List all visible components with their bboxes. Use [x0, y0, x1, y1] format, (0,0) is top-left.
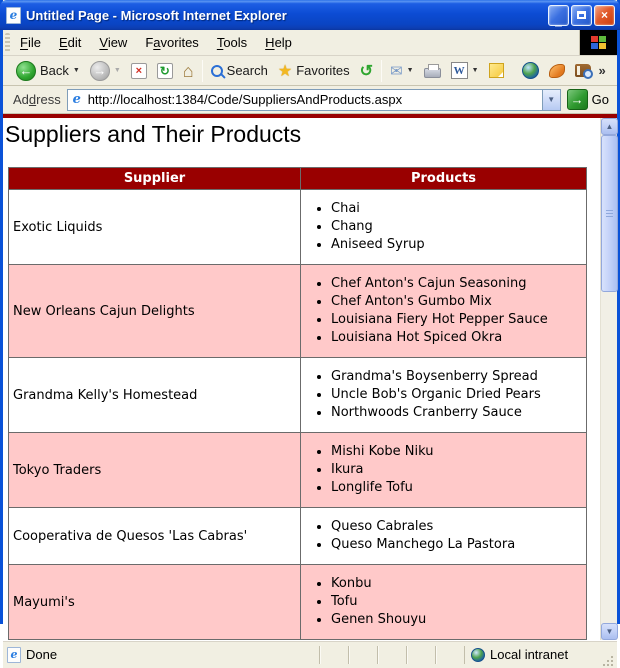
title-bar — [0, 0, 620, 30]
close-button[interactable] — [594, 5, 615, 26]
product-item: • Louisiana Fiery Hot Pepper Sauce — [331, 311, 586, 329]
back-label: Back — [40, 63, 69, 78]
standard-buttons-toolbar — [3, 56, 617, 86]
product-item: • Northwoods Cranberry Sauce — [331, 404, 586, 422]
research-book-icon — [575, 64, 591, 77]
menu-item-favorites[interactable]: Favorites — [145, 35, 199, 50]
product-list — [301, 275, 586, 347]
supplier-name: Cooperativa de Quesos 'Las Cabras' — [9, 508, 301, 565]
stop-button[interactable] — [126, 61, 152, 81]
products-column-header: Products — [301, 168, 587, 190]
minimize-icon: _ — [555, 13, 562, 28]
ie-page-icon: e — [6, 7, 21, 24]
address-label: Address — [13, 92, 61, 107]
products-cell — [301, 265, 587, 358]
table-row — [9, 190, 587, 265]
product-item: • Chang — [331, 218, 586, 236]
address-field — [67, 89, 561, 111]
mail-icon: ✉ — [390, 62, 403, 80]
menu-bar — [3, 30, 617, 56]
product-item: • Genen Shouyu — [331, 611, 586, 629]
suppliers-table-body — [9, 190, 587, 640]
search-icon — [211, 65, 223, 77]
supplier-name: Mayumi's — [9, 565, 301, 640]
back-dropdown-icon[interactable]: ▼ — [72, 67, 80, 74]
back-icon: ← — [16, 61, 36, 81]
supplier-column-header: Supplier — [9, 168, 301, 190]
address-bar — [3, 86, 617, 114]
product-item: • Tofu — [331, 593, 586, 611]
globe-icon — [522, 62, 539, 79]
product-item: • Grandma's Boysenberry Spread — [331, 368, 586, 386]
window-title: Untitled Page - Microsoft Internet Explorer — [26, 7, 287, 23]
product-item: • Aniseed Syrup — [331, 236, 586, 254]
go-button[interactable]: → — [567, 89, 588, 110]
products-cell — [301, 508, 587, 565]
forward-icon: → — [90, 61, 110, 81]
history-icon: ↺ — [359, 62, 374, 80]
scroll-down-button[interactable]: ▼ — [601, 623, 618, 640]
product-item: • Queso Manchego La Pastora — [331, 536, 586, 554]
scrollbar-thumb[interactable] — [601, 135, 618, 292]
home-icon: ⌂ — [182, 60, 194, 81]
suppliers-table — [8, 167, 587, 640]
mail-dropdown-icon[interactable]: ▼ — [406, 67, 414, 74]
history-button[interactable] — [355, 59, 378, 83]
security-zone-label: Local intranet — [490, 647, 569, 662]
products-cell — [301, 565, 587, 640]
product-item: • Mishi Kobe Niku — [331, 443, 586, 461]
table-row — [9, 265, 587, 358]
refresh-icon: ↻ — [157, 63, 173, 79]
product-item: • Queso Cabrales — [331, 518, 586, 536]
status-segment — [377, 646, 406, 664]
word-dropdown-icon[interactable]: ▼ — [471, 67, 479, 74]
maximize-button[interactable] — [571, 5, 592, 26]
product-item: • Uncle Bob's Organic Dried Pears — [331, 386, 586, 404]
products-cell — [301, 358, 587, 433]
supplier-name: Tokyo Traders — [9, 433, 301, 508]
maximize-icon — [577, 11, 586, 19]
status-segment — [406, 646, 435, 664]
table-row — [9, 565, 587, 640]
menu-grip-handle[interactable] — [5, 33, 10, 52]
product-list — [301, 443, 586, 497]
toolbar-separator — [202, 60, 203, 82]
note-icon — [489, 63, 504, 78]
menu-item-edit[interactable]: Edit — [58, 35, 82, 50]
page-top-rule — [3, 114, 617, 118]
product-item: • Longlife Tofu — [331, 479, 586, 497]
forward-button[interactable] — [85, 59, 126, 83]
product-item: • Chef Anton's Cajun Seasoning — [331, 275, 586, 293]
vertical-scrollbar[interactable] — [600, 118, 617, 640]
status-message-area — [7, 647, 319, 663]
search-label: Search — [226, 63, 268, 78]
stop-icon: × — [131, 63, 147, 79]
close-icon: × — [600, 8, 608, 22]
go-label: Go — [591, 92, 609, 107]
status-bar — [3, 640, 617, 668]
favorites-label: Favorites — [296, 63, 350, 78]
product-item: • Chai — [331, 200, 586, 218]
messenger-button[interactable] — [544, 62, 570, 80]
supplier-name: New Orleans Cajun Delights — [9, 265, 301, 358]
menu-item-view[interactable]: View — [99, 35, 128, 50]
supplier-name: Grandma Kelly's Homestead — [9, 358, 301, 433]
windows-logo-throbber — [579, 30, 617, 55]
status-page-icon: e — [7, 647, 21, 663]
home-button[interactable] — [178, 61, 199, 81]
menu-item-file[interactable]: File — [20, 35, 41, 50]
product-item: • Chef Anton's Gumbo Mix — [331, 293, 586, 311]
scroll-up-button[interactable]: ▲ — [601, 118, 618, 135]
print-icon — [424, 68, 441, 78]
product-list — [301, 368, 586, 422]
table-row — [9, 358, 587, 433]
status-segment — [435, 646, 464, 664]
page-title: Suppliers and Their Products — [5, 121, 302, 147]
security-zone-panel — [464, 646, 602, 664]
status-segment — [348, 646, 377, 664]
supplier-name: Exotic Liquids — [9, 190, 301, 265]
back-button[interactable] — [11, 59, 85, 83]
intranet-globe-icon — [471, 648, 485, 662]
minimize-button[interactable] — [548, 5, 569, 26]
web-search-button[interactable] — [517, 60, 544, 81]
address-ie-icon: e — [72, 91, 81, 107]
product-list — [301, 575, 586, 629]
mail-button[interactable] — [385, 60, 419, 82]
messenger-icon — [549, 64, 565, 78]
edit-with-word-button[interactable] — [446, 60, 484, 81]
favorites-star-icon: ★ — [277, 62, 293, 80]
product-item: • Louisiana Hot Spiced Okra — [331, 329, 586, 347]
search-button[interactable] — [206, 61, 273, 80]
status-text: Done — [26, 647, 58, 662]
web-page — [3, 114, 600, 640]
toolbar-overflow-chevron[interactable]: » — [598, 63, 606, 78]
research-button[interactable] — [570, 62, 596, 79]
windows-flag-icon — [591, 36, 607, 50]
product-item: • Ikura — [331, 461, 586, 479]
table-row — [9, 508, 587, 565]
menu-item-help[interactable]: Help — [265, 35, 292, 50]
refresh-button[interactable] — [152, 61, 178, 81]
table-header-row — [9, 168, 587, 190]
table-row — [9, 433, 587, 508]
products-cell — [301, 433, 587, 508]
product-item: • Konbu — [331, 575, 586, 593]
toolbar-separator — [381, 60, 382, 82]
address-input[interactable] — [88, 90, 542, 110]
menu-bar-items — [11, 30, 579, 55]
status-segment — [319, 646, 348, 664]
product-list — [301, 200, 586, 254]
menu-item-tools[interactable]: Tools — [216, 35, 248, 50]
window-resize-grip[interactable] — [602, 655, 615, 668]
products-cell — [301, 190, 587, 265]
notes-button[interactable] — [484, 61, 509, 80]
forward-dropdown-icon: ▼ — [113, 67, 121, 74]
address-dropdown-button[interactable]: ▼ — [542, 90, 560, 110]
print-button[interactable] — [419, 62, 446, 80]
word-icon: W — [451, 62, 468, 79]
browser-content-area — [3, 114, 617, 640]
product-list — [301, 518, 586, 554]
favorites-button[interactable] — [273, 59, 355, 83]
